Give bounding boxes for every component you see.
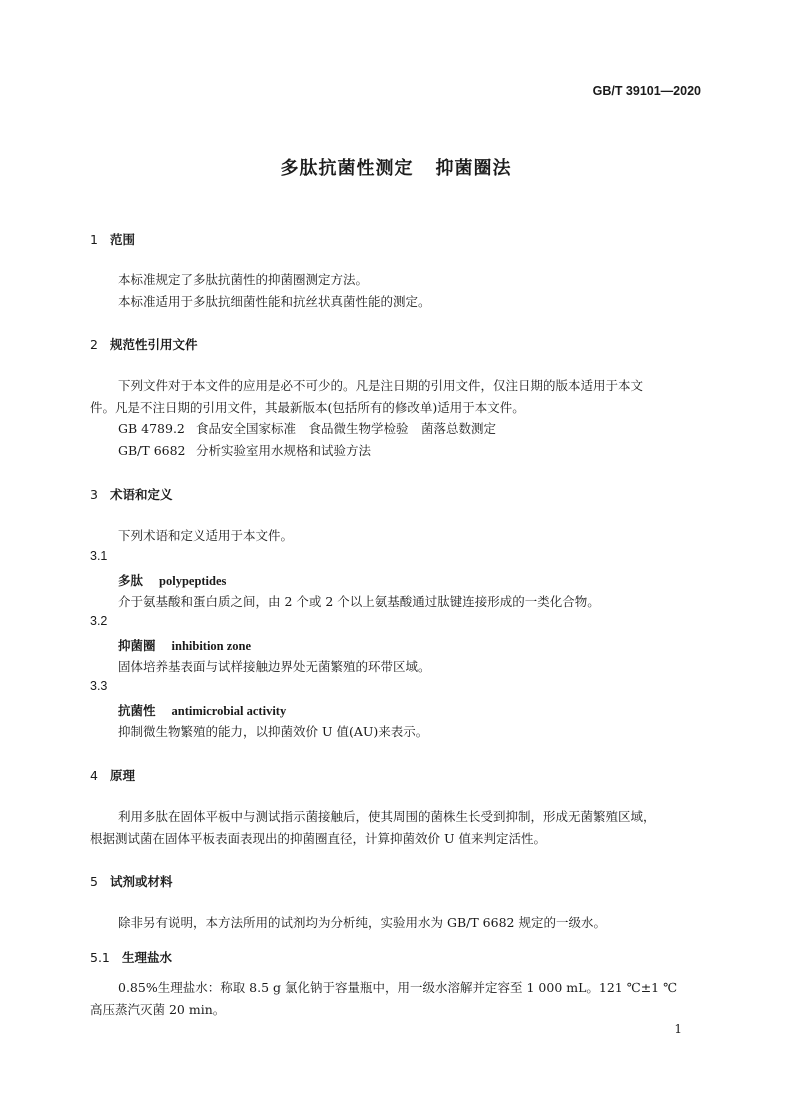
term-english: inhibition zone [171, 639, 252, 653]
term-number: 3.3 [90, 679, 108, 693]
scope-paragraph-1: 本标准规定了多肽抗菌性的抑菌圈测定方法。 [118, 272, 369, 287]
term-chinese: 多肽 [118, 573, 144, 588]
principle-line-1: 利用多肽在固体平板中与测试指示菌接触后，使其周围的菌株生长受到抑制，形成无菌繁殖区域， [118, 809, 656, 824]
section-title: 范围 [110, 232, 136, 247]
section-title: 术语和定义 [110, 487, 173, 502]
references-paragraph-line-1: 下列文件对于本文件的应用是必不可少的。凡是注日期的引用文件，仅注日期的版本适用于本文 [118, 378, 644, 393]
term-number: 3.1 [90, 549, 108, 563]
terms-intro: 下列术语和定义适用于本文件。 [118, 528, 294, 543]
saline-line-2: 高压蒸汽灭菌 20 min。 [90, 1002, 226, 1017]
page-number: 1 [674, 1022, 682, 1036]
section-heading-scope [90, 230, 135, 248]
title-sub: 抑菌圈法 [435, 158, 512, 179]
reference-title: 食品安全国家标准 食品微生物学检验 菌落总数测定 [196, 421, 497, 436]
section-heading-terms [90, 485, 173, 503]
section-heading-principle [90, 766, 135, 784]
reagents-paragraph: 除非另有说明，本方法所用的试剂均为分析纯，实验用水为 GB/T 6682 规定的一级水。 [118, 915, 606, 930]
subsection-title: 生理盐水 [122, 950, 173, 965]
page-title [0, 154, 792, 180]
section-number: 2 [90, 337, 98, 352]
section-number: 4 [90, 768, 98, 783]
section-heading-reagents [90, 872, 173, 890]
principle-line-2: 根据测试菌在固体平板表面表现出的抑菌圈直径，计算抑菌效价 U 值来判定活性。 [90, 831, 546, 846]
reference-item [118, 441, 371, 459]
section-title: 试剂或材料 [110, 874, 173, 889]
term-english: antimicrobial activity [171, 704, 287, 718]
term-heading [118, 571, 226, 589]
subsection-number: 5.1 [90, 950, 110, 965]
reference-code: GB 4789.2 [118, 421, 185, 436]
term-heading [118, 636, 251, 654]
section-heading-normative-references [90, 335, 198, 353]
term-definition: 介于氨基酸和蛋白质之间，由 2 个或 2 个以上氨基酸通过肽键连接形成的一类化合物。 [118, 594, 600, 609]
saline-line-1: 0.85%生理盐水：称取 8.5 g 氯化钠于容量瓶中，用一级水溶解并定容至 1 000 mL。121 ℃±1 ℃ [118, 980, 678, 995]
section-title: 原理 [110, 768, 136, 783]
section-title: 规范性引用文件 [110, 337, 198, 352]
term-chinese: 抗菌性 [118, 703, 156, 718]
title-main: 多肽抗菌性测定 [280, 158, 414, 179]
reference-title: 分析实验室用水规格和试验方法 [196, 443, 372, 458]
references-paragraph-line-2: 件。凡是不注日期的引用文件，其最新版本(包括所有的修改单)适用于本文件。 [90, 400, 525, 415]
section-number: 3 [90, 487, 98, 502]
term-definition: 抑制微生物繁殖的能力，以抑菌效价 U 值(AU)来表示。 [118, 724, 429, 739]
subsection-heading-saline [90, 948, 172, 966]
reference-item [118, 419, 496, 437]
term-chinese: 抑菌圈 [118, 638, 156, 653]
section-number: 5 [90, 874, 98, 889]
term-heading [118, 701, 286, 719]
scope-paragraph-2: 本标准适用于多肽抗细菌性能和抗丝状真菌性能的测定。 [118, 294, 431, 309]
reference-code: GB/T 6682 [118, 443, 186, 458]
term-definition: 固体培养基表面与试样接触边界处无菌繁殖的环带区域。 [118, 659, 431, 674]
term-english: polypeptides [159, 574, 227, 588]
section-number: 1 [90, 232, 98, 247]
standard-number: GB/T 39101—2020 [592, 84, 701, 98]
term-number: 3.2 [90, 614, 108, 628]
